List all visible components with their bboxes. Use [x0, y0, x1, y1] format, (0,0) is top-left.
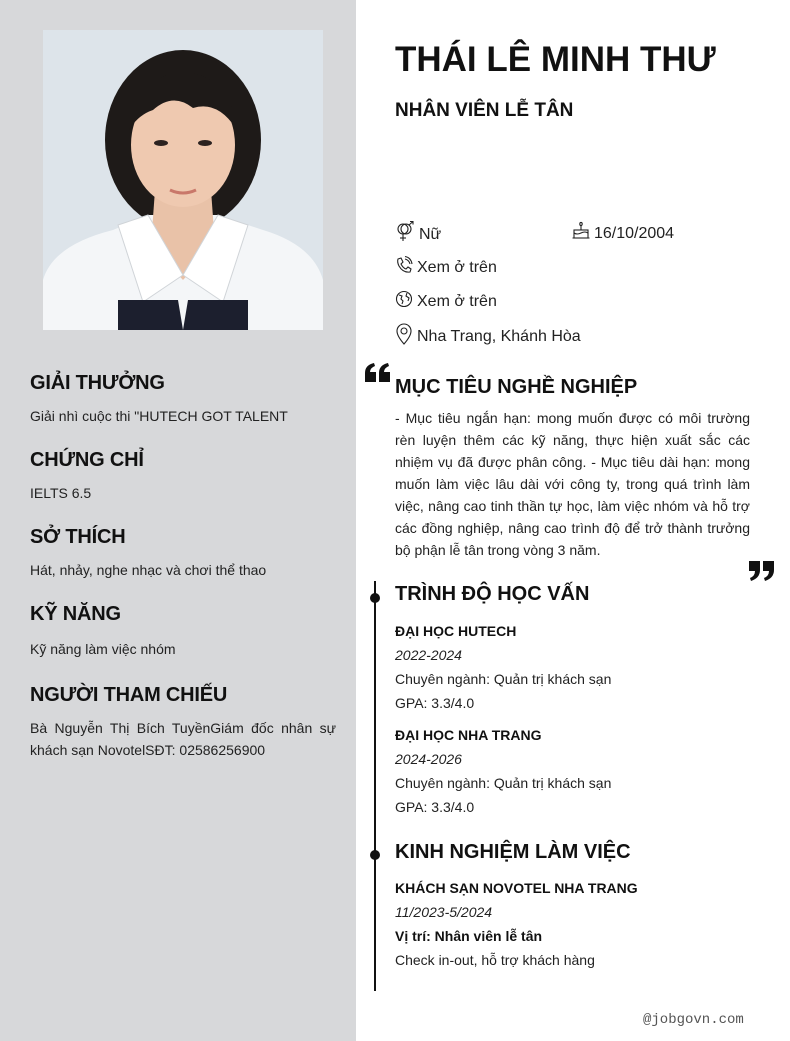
phone-row: [395, 255, 497, 280]
experience-title: KINH NGHIỆM LÀM VIỆC: [395, 841, 631, 863]
address-value: Nha Trang, Khánh Hòa: [417, 327, 581, 345]
address-row: [395, 323, 581, 350]
school-name: ĐẠI HỌC NHA TRANG: [395, 727, 542, 743]
experience-period: 11/2023-5/2024: [395, 904, 493, 920]
main-content: [356, 0, 790, 1041]
school-name: ĐẠI HỌC HUTECH: [395, 623, 517, 639]
timeline-line: [374, 581, 376, 991]
references-text: Bà Nguyễn Thị Bích TuyềnGiám đốc nhân sự khách sạn NovotelSĐT: 02586256900: [30, 720, 336, 758]
quote-close-icon: [748, 560, 776, 587]
certificates-title: CHỨNG CHỈ: [30, 449, 144, 471]
education-title: TRÌNH ĐỘ HỌC VẤN: [395, 583, 590, 605]
certificates-section: [30, 449, 336, 504]
hobbies-text: Hát, nhảy, nghe nhạc và chơi thể thao: [30, 562, 267, 578]
skills-title: KỸ NĂNG: [30, 603, 121, 625]
education-gpa: GPA: 3.3/4.0: [395, 695, 475, 711]
skills-text: Kỹ năng làm việc nhóm: [30, 641, 176, 657]
certificates-text: IELTS 6.5: [30, 485, 92, 501]
phone-icon: [395, 255, 413, 280]
portrait-image: [43, 30, 323, 330]
website-value: Xem ở trên: [417, 292, 497, 310]
education-period: 2022-2024: [395, 647, 462, 663]
birthday-cake-icon: [572, 221, 590, 246]
phone-value: Xem ở trên: [417, 258, 497, 276]
gender-icon: [395, 221, 415, 248]
timeline-dot-experience: [370, 850, 380, 860]
timeline-dot-education: [370, 593, 380, 603]
hobbies-title: SỞ THÍCH: [30, 526, 126, 548]
education-gpa: GPA: 3.3/4.0: [395, 799, 475, 815]
awards-text: Giải nhì cuộc thi "HUTECH GOT TALENT: [30, 408, 288, 424]
references-title: NGƯỜI THAM CHIẾU: [30, 684, 228, 706]
location-pin-icon: [395, 323, 413, 350]
references-section: [30, 684, 336, 761]
education-item: [395, 619, 755, 715]
website-row: [395, 289, 497, 314]
gender-value: Nữ: [419, 225, 442, 243]
education-major: Chuyên ngành: Quản trị khách sạn: [395, 671, 612, 687]
hobbies-section: [30, 526, 336, 581]
birthday-value: 16/10/2004: [594, 224, 675, 242]
gender-row: [395, 221, 441, 248]
company-name: KHÁCH SẠN NOVOTEL NHA TRANG: [395, 880, 638, 896]
quote-open-icon: [364, 362, 392, 389]
awards-title: GIẢI THƯỞNG: [30, 372, 165, 394]
experience-description: Check in-out, hỗ trợ khách hàng: [395, 952, 595, 968]
education-period: 2024-2026: [395, 751, 462, 767]
skills-section: [30, 603, 336, 660]
awards-section: [30, 372, 336, 427]
candidate-name: THÁI LÊ MINH THƯ: [395, 40, 716, 79]
job-title: NHÂN VIÊN LỄ TÂN: [395, 100, 574, 121]
globe-icon: [395, 289, 413, 314]
education-major: Chuyên ngành: Quản trị khách sạn: [395, 775, 612, 791]
education-item: [395, 723, 755, 819]
objective-text: - Mục tiêu ngắn hạn: mong muốn được có môi trường rèn luyện thêm các kỹ năng, thực hiện xuất sắc các nhiệm vụ đã được phân công. - Mục tiêu dài hạn: mong muốn làm việc lâu dài với công ty, trong quá trình làm việc, nâng cao tinh thần tự học, làm việc nhóm và hỗ trợ các đồng nghiệp, nâng cao trình độ để trở thành trưởng bộ phận lễ tân trong vòng 3 năm.: [395, 410, 750, 558]
birthday-row: [572, 221, 674, 246]
profile-photo: [43, 30, 323, 330]
sidebar: [0, 0, 356, 1041]
experience-position: Vị trí: Nhân viên lễ tân: [395, 928, 543, 944]
experience-item: [395, 876, 755, 972]
objective-title: MỤC TIÊU NGHỀ NGHIỆP: [395, 376, 638, 398]
watermark: @jobgovn.com: [643, 1012, 744, 1028]
